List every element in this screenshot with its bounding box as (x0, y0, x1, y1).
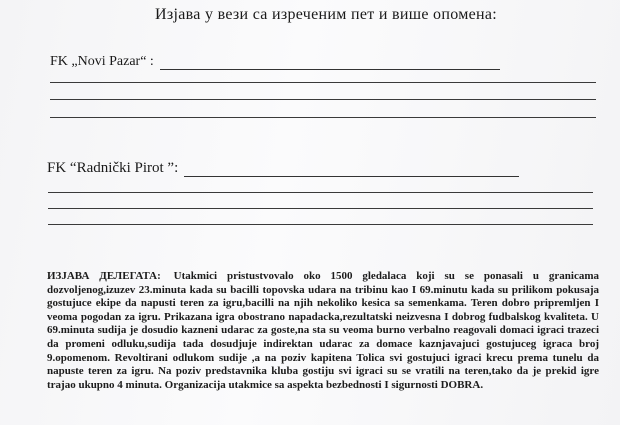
delegate-statement-text: Utakmici pristustvovalo oko 1500 gledalaca koji su se ponasali u granicama dozvoljenog,izuzev 23.minuta kada su bacilli topovska udara na tribinu kao I 69.minutu kada su prilikom pokusaja gostujuce ekipe da napusti teren za igru,bacilli na njih nekoliko kesica sa semenkama. Teren dobro pripremljen I veoma pogodan za igru. Prikazana igra obostrano napadacka,rezultatski neizvesna I dobrog fudbalskog kvaliteta. U 69.minuta sudija je dosudio kazneni udarac za goste,na sta su veoma burno verbalno reagovali domaci igraci trazeci da promeni odluku,sudija tada dosudjuje indirektan udarac za domace kaznjavajuci gostujuceg igraca broj 9.opomenom. Revoltirani odlukom sudije ,a na poziv kapitena Tolica svi gostujuci igraci krecu prema tunelu da napuste teren za igru. Na poziv predstavnika kluba gostiju svi igraci su se vratili na teren,tako da je prekid igre trajao ukupno 4 minuta. Organizacija utakmice sa aspekta bezbednosti I sigurnosti DOBRA. (47, 270, 600, 391)
away-club-rule-3 (48, 224, 593, 225)
home-club-label: FK „Novi Pazar“ : (50, 54, 154, 69)
form-title: Изјава у вези са изреченим пет и више опомена: (155, 6, 498, 23)
home-club-row (50, 54, 500, 70)
home-club-rule-2 (50, 99, 596, 100)
away-club-rule-2 (48, 208, 593, 209)
away-club-rule-1 (48, 192, 593, 193)
away-club-label: FK “Radnički Pirot ”: (47, 160, 179, 176)
home-club-fill-line (160, 57, 500, 70)
home-club-rule-1 (50, 82, 596, 83)
away-club-row (47, 160, 519, 177)
away-club-fill-line (184, 164, 519, 177)
delegate-statement-heading: ИЗЈАВА ДЕЛЕГАТА: (47, 270, 161, 282)
delegate-statement (47, 270, 599, 392)
home-club-rule-3 (50, 117, 596, 118)
